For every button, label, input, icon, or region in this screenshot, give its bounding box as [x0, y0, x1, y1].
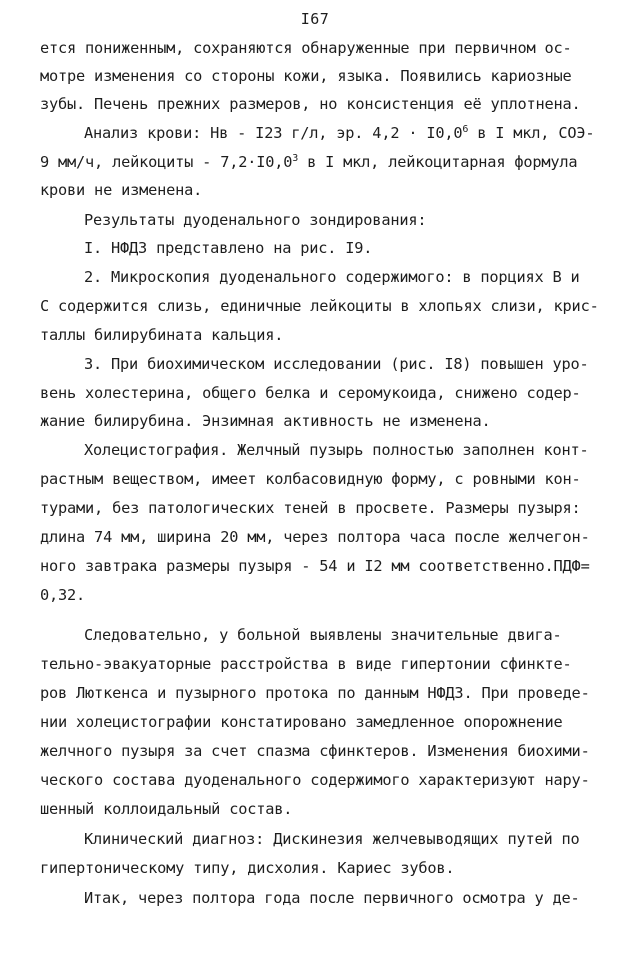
text-line	[40, 152, 577, 172]
text-line: длина 74 мм, ширина 20 мм, через полтора часа после желчегон-	[40, 528, 590, 546]
text-fragment: в I мкл, лейкоцитарная формула	[298, 153, 578, 171]
text-line: ется пониженным, сохраняются обнаруженные при первичном ос-	[40, 39, 572, 57]
superscript: 6	[462, 124, 469, 135]
text-line: растным веществом, имеет колбасовидную форму, с ровными кон-	[40, 470, 581, 488]
text-fragment: Анализ крови: Нв - I23 г/л, эр. 4,2 · I0,0	[84, 124, 463, 142]
text-line: мотре изменения со стороны кожи, языка. Появились кариозные	[40, 67, 572, 85]
page-number: I67	[300, 10, 330, 28]
text-line	[84, 123, 594, 143]
text-line: жание билирубина. Энзимная активность не изменена.	[40, 412, 491, 430]
text-line: турами, без патологических теней в просвете. Размеры пузыря:	[40, 499, 581, 517]
text-line: гипертоническому типу, дисхолия. Кариес зубов.	[40, 859, 455, 877]
superscript: 3	[292, 153, 299, 164]
text-line: ческого состава дуоденального содержимого характеризуют нару-	[40, 771, 590, 789]
text-line: шенный коллоидальный состав.	[40, 800, 293, 818]
text-line: тельно-эвакуаторные расстройства в виде гипертонии сфинкте-	[40, 655, 572, 673]
text-line: ного завтрака размеры пузыря - 54 и I2 мм соответственно.ПДФ=	[40, 557, 590, 575]
text-line: Следовательно, у больной выявлены значительные двига-	[84, 626, 562, 644]
text-line: Клинический диагноз: Дискинезия желчевыводящих путей по	[84, 830, 580, 848]
text-line: нии холецистографии констатировано замедленное опорожнение	[40, 713, 563, 731]
text-line: крови не изменена.	[40, 181, 203, 199]
text-fragment: в I мкл, СОЭ-	[468, 124, 595, 142]
text-line: Холецистография. Желчный пузырь полностью заполнен конт-	[84, 441, 589, 459]
text-line: зубы. Печень прежних размеров, но консистенция её уплотнена.	[40, 95, 581, 113]
text-line: Результаты дуоденального зондирования:	[84, 211, 427, 229]
text-line: ров Люткенса и пузырного протока по данным НФДЗ. При проведе-	[40, 684, 590, 702]
text-fragment: 9 мм/ч, лейкоциты - 7,2·I0,0	[40, 153, 293, 171]
text-line: Итак, через полтора года после первичного осмотра у де-	[84, 889, 580, 907]
text-line: I. НФДЗ представлено на рис. I9.	[84, 239, 373, 257]
text-line: вень холестерина, общего белка и серомукоида, снижено содер-	[40, 384, 581, 402]
text-line: 2. Микроскопия дуоденального содержимого: в порциях В и	[84, 268, 580, 286]
text-line: 0,32.	[40, 586, 86, 604]
text-line: таллы билирубината кальция.	[40, 326, 284, 344]
text-line: 3. При биохимическом исследовании (рис. I8) повышен уро-	[84, 355, 589, 373]
text-line: С содержится слизь, единичные лейкоциты в хлопьях слизи, крис-	[40, 297, 599, 315]
text-line: желчного пузыря за счет спазма сфинктеров. Изменения биохими-	[40, 742, 590, 760]
